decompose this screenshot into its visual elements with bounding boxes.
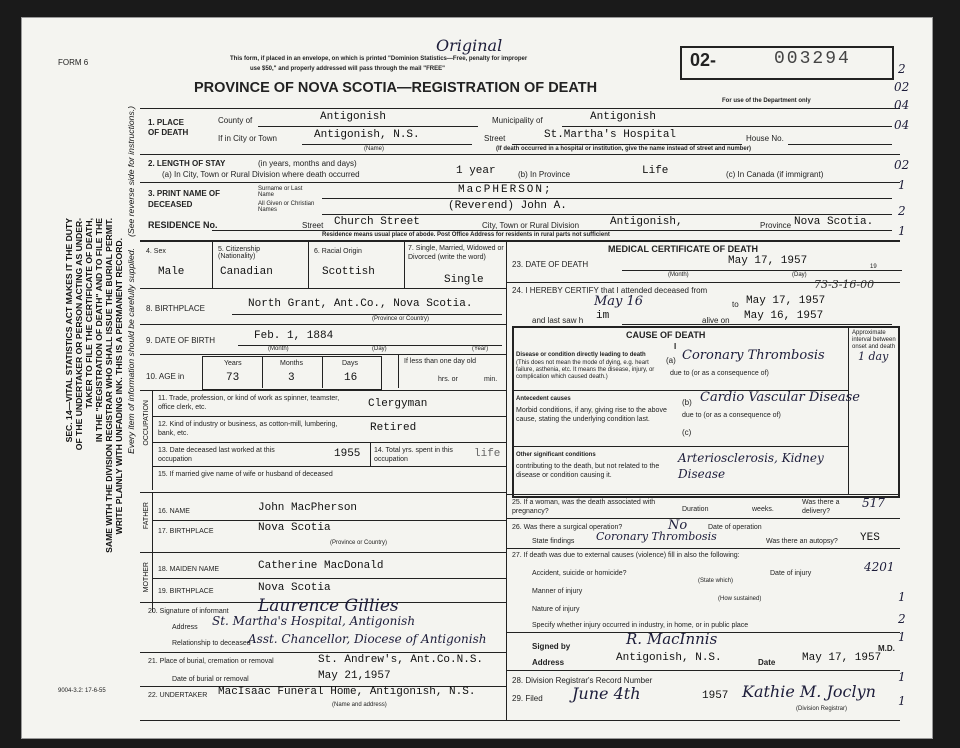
house-label: House No. <box>746 134 784 143</box>
cause-b-label: (b) <box>682 398 692 407</box>
informant-sig-label: 20. Signature of informant <box>148 608 229 615</box>
side-note-4: IN THE "REGISTRATION OF DEATH" AND TO FILE THE <box>94 218 104 443</box>
citizenship-value: Canadian <box>220 266 273 278</box>
filed-value: June 4th <box>572 684 641 703</box>
citizenship-label: 5. Citizenship (Nationality) <box>218 246 261 260</box>
racial-value: Scottish <box>322 266 375 278</box>
signed-date-label: Date <box>758 658 776 667</box>
form-number: FORM 6 <box>58 58 89 67</box>
father-name-label: 16. NAME <box>158 508 190 515</box>
cause-c-label: (c) <box>682 428 692 437</box>
stay-b-value: Life <box>642 165 669 177</box>
informant-address-label: Address <box>172 624 198 631</box>
other-note: contributing to the death, but not related to the disease or condition causing it. <box>516 463 660 479</box>
age-label: 10. AGE in <box>146 372 185 381</box>
occupation-section-label: OCCUPATION <box>143 400 150 446</box>
how-sub: (How sustained) <box>718 596 762 602</box>
given-label: All Given or Christian Names <box>258 201 315 213</box>
informant-address: St. Martha's Hospital, Antigonish <box>212 614 416 628</box>
dob-day-sub: (Day) <box>372 346 387 352</box>
lastsaw-label: and last saw h <box>532 316 584 325</box>
sex-label: 4. Sex <box>146 248 166 255</box>
side-note-1: SEC. 14—VITAL STATISTICS ACT MAKES IT THE DUTY <box>64 218 74 443</box>
name-sublabel: (Name) <box>364 146 385 152</box>
original-stamp: Original <box>436 36 503 55</box>
father-section-label: FATHER <box>143 502 150 530</box>
industry-value: Retired <box>370 422 417 434</box>
lastworked-label: 13. Date deceased last worked at this occupation <box>158 447 275 463</box>
death-year-sub: 19 <box>870 264 877 270</box>
mother-maiden: Catherine MacDonald <box>258 560 384 572</box>
margin-code-2: 04 <box>894 98 910 112</box>
immediate-note: (This does not mean the mode of dying, e.g. heart failure, asthenia, etc. It means the disease, injury, or complication which caused death.) <box>516 360 655 380</box>
margin-code-10: 1 <box>898 630 906 644</box>
injury-date-label: Date of injury <box>770 570 812 577</box>
side-note-2: OF THE UNDERTAKER OR PERSON ACTING AS UNDER- <box>74 218 84 451</box>
days-value: 16 <box>344 372 358 384</box>
margin-code-3: 04 <box>894 118 910 132</box>
margin-code-5: 1 <box>898 178 906 192</box>
father-birthplace-label: 17. BIRTHPLACE <box>158 528 214 535</box>
margin-code-12: 1 <box>898 694 906 708</box>
undertaker-sub: (Name and address) <box>332 702 387 708</box>
place-note: (If death occurred in a hospital or institution, give the name instead of street and number) <box>496 146 752 152</box>
stay-a-label: (a) In City, Town or Rural Division where death occurred <box>162 170 360 179</box>
autopsy-label: Was there an autopsy? <box>766 538 838 545</box>
residence-city-label: City, Town or Rural Division <box>482 221 580 230</box>
side-note-3: TAKER TO FILE THE CERTIFICATE OF DEATH, <box>84 218 94 409</box>
mother-section-label: MOTHER <box>143 562 150 593</box>
margin-code-9: 2 <box>898 612 906 626</box>
dob-month-sub: (Month) <box>268 346 289 352</box>
margin-code-8: 1 <box>898 590 906 604</box>
side-note-8: (See reverse side for instructions.) <box>126 106 136 237</box>
side-code-2: 4201 <box>864 560 895 574</box>
dueto-b: due to (or as a consequence of) <box>682 412 781 419</box>
stay-c-label: (c) In Canada (if immigrant) <box>726 170 824 179</box>
burial-place: St. Andrew's, Ant.Co.N.S. <box>318 654 484 666</box>
years-label: Years <box>224 360 242 367</box>
burial-date: May 21,1957 <box>318 670 391 682</box>
woman-label: 25. If a woman, was the death associated with pregnancy? <box>512 499 656 515</box>
years-value: 73 <box>226 372 240 384</box>
place-of-death-label: 1. PLACE OF DEATH <box>148 118 189 137</box>
relationship-label: Relationship to deceased <box>172 640 251 647</box>
city-label: If in City or Town <box>218 134 277 143</box>
county-value: Antigonish <box>320 111 387 123</box>
alive-label: alive on <box>702 316 730 325</box>
interval-label: Approximate interval between onset and death <box>852 330 896 350</box>
margin-code-1: 02 <box>894 80 910 94</box>
margin-code-7: 1 <box>898 224 906 238</box>
lessday-label: If less than one day old <box>404 358 476 365</box>
antecedent-note: Morbid conditions, if any, giving rise to the above cause, stating the underlying condition last. <box>516 407 667 423</box>
dob-label: 9. DATE OF BIRTH <box>146 336 216 345</box>
father-sub: (Province or Country) <box>330 540 388 546</box>
antecedent-label: Antecedent causes <box>516 396 571 402</box>
marital-label: 7. Single, Married, Widowed or Divorced (write the word) <box>408 245 504 261</box>
residence-province: Nova Scotia. <box>794 216 874 228</box>
certify-label: 24. I HEREBY CERTIFY that I attended deceased from <box>512 286 708 295</box>
delivery-label: Was there a delivery? <box>802 499 840 515</box>
birthplace-value: North Grant, Ant.Co., Nova Scotia. <box>248 298 473 310</box>
residence-street: Church Street <box>334 216 420 228</box>
birthplace-label: 8. BIRTHPLACE <box>146 304 205 313</box>
interval-a: 1 day <box>858 350 889 363</box>
footer-code: 9004-3.2: 17-6-55 <box>58 688 106 694</box>
father-name: John MacPherson <box>258 502 358 514</box>
dueto-a: due to (or as a consequence of) <box>670 370 769 377</box>
doctor-address-label: Address <box>532 658 565 667</box>
manner-label: Manner of injury <box>532 588 583 595</box>
spouse-label: 15. If married give name of wife or husband of deceased <box>158 471 333 478</box>
street-value: St.Martha's Hospital <box>544 129 677 141</box>
registrar-sub: (Division Registrar) <box>796 706 848 712</box>
dob-value: Feb. 1, 1884 <box>254 330 334 342</box>
total-value: life <box>474 448 501 460</box>
stay-a-value: 1 year <box>456 165 496 177</box>
municipality-value: Antigonish <box>590 111 657 123</box>
undertaker-value: MacIsaac Funeral Home, Antigonish, N.S. <box>218 686 476 698</box>
death-day-sub: (Day) <box>792 272 807 278</box>
industry-label: 12. Kind of industry or business, as cotton-mill, lumbering, bank, etc. <box>158 421 338 437</box>
immediate-label: Disease or condition directly leading to death <box>516 352 646 358</box>
medical-title: MEDICAL CERTIFICATE OF DEATH <box>608 244 758 254</box>
signed-by: R. MacInnis <box>626 630 718 648</box>
side-note-5: SAME WITH THE DIVISION REGISTRAR WHO SHALL ISSUE THE BURIAL PERMIT. <box>104 218 114 553</box>
doctor-address: Antigonish, N.S. <box>616 652 722 664</box>
burial-date-label: Date of burial or removal <box>172 676 249 683</box>
alive-on: May 16, 1957 <box>744 310 824 322</box>
surname-value: MacPHERSON; <box>458 184 553 196</box>
side-code-1: 517 <box>862 496 885 510</box>
months-label: Months <box>280 360 303 367</box>
external-label: 27. If death was due to external causes (violence) fill in also the following: <box>512 552 740 559</box>
side-note-7: Every item of information should be carefully supplied. <box>126 248 136 454</box>
lastsaw-pronoun: im <box>596 310 610 322</box>
burial-place-label: 21. Place of burial, cremation or removal <box>148 658 274 665</box>
county-label: County of <box>218 116 253 125</box>
envelope-note-1: This form, if placed in an envelope, on which is printed "Dominion Statistics—Free, penalty for improper <box>230 56 528 62</box>
autopsy-value: YES <box>860 532 880 544</box>
opdate-label: Date of operation <box>708 524 762 531</box>
signed-label: Signed by <box>532 642 571 651</box>
hrs-label: hrs. or <box>438 376 458 383</box>
md-label: M.D. <box>878 644 895 653</box>
sex-value: Male <box>158 266 185 278</box>
form-title: PROVINCE OF NOVA SCOTIA—REGISTRATION OF DEATH <box>194 80 598 96</box>
duration-label: Duration <box>682 506 709 513</box>
birthplace-sub: (Province or Country) <box>372 316 430 322</box>
envelope-note-2: use $50," and properly addressed will pass through the mail "FREE" <box>250 66 445 72</box>
municipality-label: Municipality of <box>492 116 543 125</box>
marital-value: Single <box>444 274 484 286</box>
residence-province-label: Province <box>760 221 792 230</box>
margin-code-4: 02 <box>894 158 910 172</box>
stay-b-label: (b) In Province <box>518 170 571 179</box>
death-month-sub: (Month) <box>668 272 689 278</box>
residence-note: Residence means usual place of abode. Post Office Address for residents in rural parts not sufficient <box>322 232 610 238</box>
findings-value: Coronary Thrombosis <box>596 530 717 543</box>
registration-prefix: 02- <box>690 50 717 70</box>
relationship-value: Asst. Chancellor, Diocese of Antigonish <box>248 632 487 646</box>
other-conditions: Arteriosclerosis, Kidney Disease <box>678 451 824 481</box>
cause-a: Coronary Thrombosis <box>682 348 825 363</box>
racial-label: 6. Racial Origin <box>314 248 362 255</box>
undertaker-label: 22. UNDERTAKER <box>148 692 208 699</box>
department-use-note: For use of the Department only <box>722 98 811 104</box>
death-registration-form <box>22 18 932 738</box>
other-label: Other significant conditions <box>516 452 596 458</box>
side-note-6: WRITE PLAINLY WITH UNFADING INK. THIS IS A PERMANENT RECORD. <box>114 238 124 535</box>
mother-birthplace-label: 19. BIRTHPLACE <box>158 588 214 595</box>
state-sub: (State which) <box>698 578 734 584</box>
trade-value: Clergyman <box>368 398 428 410</box>
dob-year-sub: (Year) <box>472 346 489 352</box>
trade-label: 11. Trade, profession, or kind of work as spinner, teamster, office clerk, etc. <box>158 395 340 411</box>
attended-from: May 16 <box>594 294 644 309</box>
informant-signature: Laurence Gillies <box>258 596 399 616</box>
attended-to: May 17, 1957 <box>746 295 826 307</box>
filed-label: 29. Filed <box>512 694 543 703</box>
operation-label: 26. Was there a surgical operation? <box>512 524 623 531</box>
cause-roman-1: I <box>674 342 677 351</box>
nature-label: Nature of injury <box>532 606 580 613</box>
registrar-signature: Kathie M. Joclyn <box>742 682 876 701</box>
weeks-label: weeks. <box>752 506 774 513</box>
length-of-stay-label: 2. LENGTH OF STAY <box>148 159 226 168</box>
father-birthplace: Nova Scotia <box>258 522 331 534</box>
mother-birthplace: Nova Scotia <box>258 582 331 594</box>
margin-code-0: 2 <box>898 62 906 76</box>
year-code: 73-3-16-00 <box>814 278 875 291</box>
surname-label: Surname or Last Name <box>258 186 303 198</box>
given-value: (Reverend) John A. <box>448 200 567 212</box>
months-value: 3 <box>288 372 295 384</box>
residence-street-label: Street <box>302 221 324 230</box>
findings-label: State findings <box>532 538 575 545</box>
death-date-label: 23. DATE OF DEATH <box>512 260 589 269</box>
stay-units: (in years, months and days) <box>258 159 357 168</box>
mother-maiden-label: 18. MAIDEN NAME <box>158 566 220 573</box>
filed-year: 1957 <box>702 690 729 702</box>
operation-value: No <box>668 518 688 533</box>
to-label: to <box>732 300 739 309</box>
lastworked-value: 1955 <box>334 448 361 460</box>
cause-title: CAUSE OF DEATH <box>626 330 706 340</box>
deceased-label: 3. PRINT NAME OF DECEASED <box>148 189 221 209</box>
margin-code-11: 1 <box>898 670 906 684</box>
specify-label: Specify whether injury occurred in industry, in home, or in public place <box>532 622 749 629</box>
cause-b: Cardio Vascular Disease <box>700 390 860 405</box>
death-date: May 17, 1957 <box>728 255 808 267</box>
residence-label: RESIDENCE No. <box>148 220 218 230</box>
street-label: Street <box>484 134 506 143</box>
registration-number: 003294 <box>774 49 851 69</box>
city-value: Antigonish, N.S. <box>314 129 420 141</box>
margin-code-6: 2 <box>898 204 906 218</box>
signed-date: May 17, 1957 <box>802 652 882 664</box>
min-label: min. <box>484 376 498 383</box>
residence-city: Antigonish, <box>610 216 683 228</box>
cause-a-label: (a) <box>666 356 676 365</box>
accident-label: Accident, suicide or homicide? <box>532 570 627 577</box>
total-label: 14. Total yrs. spent in this occupation <box>374 447 453 463</box>
record-label: 28. Division Registrar's Record Number <box>512 676 653 685</box>
days-label: Days <box>342 360 358 367</box>
